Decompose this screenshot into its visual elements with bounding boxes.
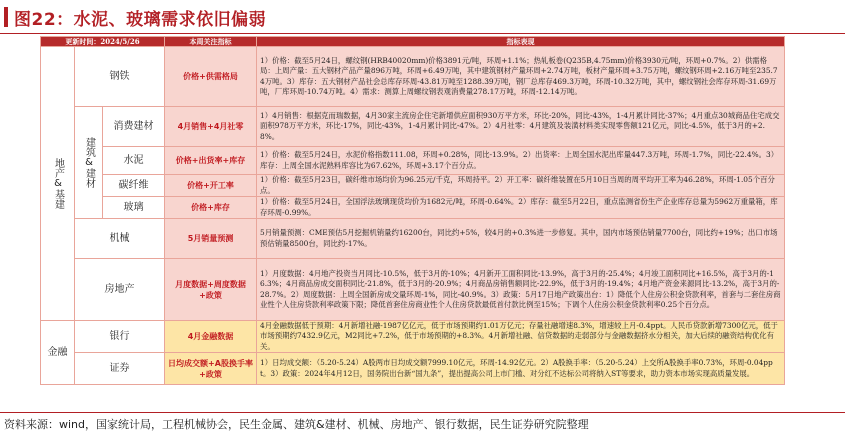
table-row (41, 197, 785, 219)
table-header-row (41, 37, 785, 47)
table-row (41, 107, 785, 147)
row-tag-real-estate: 月度数据+周度数据+政策 (165, 259, 257, 321)
row-tag-bank: 4月金融数据 (165, 321, 257, 353)
row-name-machinery: 机械 (75, 219, 165, 259)
row-name-real-estate: 房地产 (75, 259, 165, 321)
table-row (41, 259, 785, 321)
title-accent-bar (4, 7, 8, 27)
row-content-securities: 1）日均成交额：（5.20-5.24）A股两市日均成交额7999.10亿元，环周-14.92亿元。2）A股换手率：（5.20-5.24）上交所A股换手率0.73%，环周-0.04ppt。3）政策：2024年4月12日，国务院出台新“国九条”，提出提高公司上市门槛、对分红不达标公司将纳入ST等要求，助力资本市场实现高质量发展。 (257, 353, 785, 385)
row-name-cement: 水泥 (103, 147, 165, 175)
indicator-table (40, 36, 785, 385)
header-focus-indicator: 本周关注指标 (165, 37, 257, 47)
row-name-glass: 玻璃 (103, 197, 165, 219)
row-content-steel: 1）价格：截至5月24日，螺纹钢(HRB40020mm)价格3891元/吨，环周+1.1%；热轧板卷(Q235B,4.75mm)价格3930元/吨，环周+0.7%。2）供需格局：上周产量：五大钢材产品产量896万吨，环周+6.49万吨，其中建筑钢材产量环周+2.74万吨，板材产量环周+3.75万吨，螺纹钢环周+2.16万吨至235.74万吨。3）库存：五大钢材产品社会总库存环周-43.81万吨至1288.39万吨，钢厂总库存469.3万吨，环周-10.32万吨，其中，螺纹钢社会库存环周-31.69万吨，厂库环周-10.74万吨。4）需求：测算上周螺纹钢表观消费量278.17万吨，环周-12.14万吨。 (257, 47, 785, 107)
row-name-steel: 钢铁 (75, 47, 165, 107)
table-row (41, 147, 785, 175)
figure-title-bar (0, 0, 845, 34)
row-name-bank: 银行 (75, 321, 165, 353)
figure-title: 图22：水泥、玻璃需求依旧偏弱 (14, 9, 267, 30)
table-row (41, 47, 785, 107)
row-tag-cement: 价格+出货率+库存 (165, 147, 257, 175)
row-content-bank: 4月金融数据低于预期：4月新增社融-1987亿亿元，低于市场预期约1.01万亿元；存量社融增速8.3%，增速较上月-0.4ppt。人民币贷款新增7300亿元，低于市场预期约7432.9亿元，M2同比+7.2%，低于市场预期的+8.3%。4月新增社融、信贷数据的走弱部分与金融数据挤水分相关，加大后续的融资结构优化有关。 (257, 321, 785, 353)
row-name-securities: 证券 (75, 353, 165, 385)
header-update-time: 更新时间：2024/5/26 (41, 37, 165, 47)
table-row (41, 175, 785, 197)
row-content-cement: 1）价格：截至5月24日，水泥价格指数111.08，环周+0.28%，同比-13.9%。2）出货率：上周全国水泥出库量447.3万吨，环周-1.7%，同比-22.4%。3）库存：上周全国水泥熟料库容比为67.62%，环周+3.17个百分点。 (257, 147, 785, 175)
row-content-glass: 1）价格：截至5月24日，全国浮法玻璃现货均价为1682元/吨，环周-0.64%。2）库存：截至5月22日，重点监测省份生产企业库存总量为5962万重量箱，库存环周-0.99%。 (257, 197, 785, 219)
category-building-materials: 建筑&建材 (75, 107, 103, 219)
title-divider (0, 33, 845, 34)
table-row (41, 321, 785, 353)
row-tag-securities: 日均成交额+A股换手率+政策 (165, 353, 257, 385)
row-tag-carbon-fiber: 价格+开工率 (165, 175, 257, 197)
row-tag-machinery: 5月销量预测 (165, 219, 257, 259)
header-performance: 指标表现 (257, 37, 785, 47)
row-content-real-estate: 1）月度数据：4月地产投资当月同比-10.5%，低于3月的-10%；4月新开工面积同比-13.9%，高于3月的-25.4%；4月竣工面积同比+16.5%，高于3月的-16.3%；4月商品房成交面积同比-21.8%，低于3月的-20.9%；4月商品房销售额同比-22.9%，低于3月的-19.4%；4月地产资金来源同比-13.2%，高于3月的-28.7%。2）周度数据：上周全国新房成交量环周-1%，同比-40.9%。3）政策：5月17日地产政策出台：1）降低个人住房公积金贷款利率，首套与二套住房商业性个人住房贷款利率政策下限；降低首套住房商业性个人住房贷款最低首付款比例至15%；下调个人住房公积金贷款利率0.25个百分点。 (257, 259, 785, 321)
row-name-consumer-building-materials: 消费建材 (103, 107, 165, 147)
row-content-machinery: 5月销量预测：CME预估5月挖掘机销量约16200台，同比约+5%，较4月的+0.3%进一步修复。其中，国内市场预估销量7700台，同比约+19%；出口市场预估销量8500台，同比约-17%。 (257, 219, 785, 259)
row-name-carbon-fiber: 碳纤维 (103, 175, 165, 197)
row-content-consumer-building-materials: 1）4月销售：根据克而瑞数据，4月30家主流房企住宅新增供应面积930万平方米，环比-20%，同比-43%，1-4月累计同比-37%；4月重点30城商品住宅成交面积978万平方米，环比-17%，同比-43%，1-4月累计同比-47%。2）4月社零：4月建筑及装潢材料类实现零售额121亿元，同比-4.5%，低于3月的+2.8%。 (257, 107, 785, 147)
row-tag-consumer-building-materials: 4月销售+4月社零 (165, 107, 257, 147)
source-divider (0, 412, 845, 413)
sector-finance: 金融 (41, 321, 75, 385)
sector-property-infra: 地产&基建 (41, 47, 75, 321)
table-row (41, 353, 785, 385)
source-note: 资料来源：wind，国家统计局，工程机械协会，民生金属、建筑&建材、机械、房地产、银行数据，民生证券研究院整理 (4, 418, 589, 431)
row-tag-steel: 价格+供需格局 (165, 47, 257, 107)
table-row (41, 219, 785, 259)
row-tag-glass: 价格+库存 (165, 197, 257, 219)
row-content-carbon-fiber: 1）价格：截至5月23日，碳纤维市场均价为96.25元/千克，环周持平。2）开工率：碳纤维装置在5月10日当周的周平均开工率为46.28%，环周-1.05个百分点。 (257, 175, 785, 197)
